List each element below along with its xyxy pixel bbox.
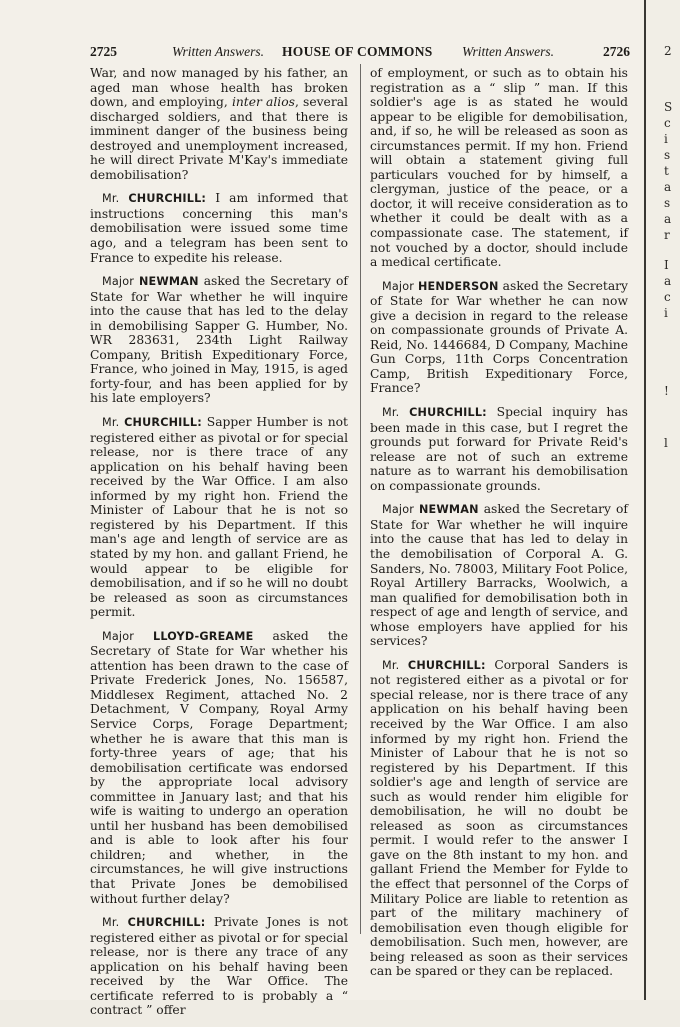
fragment-letter: l xyxy=(664,436,668,450)
question-paragraph: Major HENDERSON asked the Secretary of State for War whether he can now give a decision in regard to the release on compassionate grounds of Private A. Reid, No. 1446684, D Company, Machine Gun Corps, 11th Corps Concentration Camp, British Expeditionary Force, France? xyxy=(370,278,628,396)
fragment-letter: s xyxy=(664,196,671,210)
fragment-letter: I xyxy=(664,258,669,272)
question-paragraph: Major NEWMAN asked the Secretary of State for War whether he will inquire into the cause that has led to the delay in demobilising Sapper G. Humber, No. WR 283631, 234th Light Railway Company, British Expeditionary Force, France, who joined in May, 1915, is aged forty-four, and has been applied for by his late employers? xyxy=(90,274,348,406)
speaker-name: Mr. CHURCHILL: xyxy=(102,416,202,430)
speaker-name: Mr. CHURCHILL: xyxy=(102,916,206,930)
fragment-letter: i xyxy=(664,132,668,146)
fragment-letter: s xyxy=(664,148,671,162)
fragment-letter: a xyxy=(664,180,672,194)
fragment-letter: c xyxy=(664,116,671,130)
fragment-letter: c xyxy=(664,290,671,304)
right-column-number: 2726 xyxy=(603,44,630,59)
right-column xyxy=(370,66,628,988)
fragment-letter: ! xyxy=(664,384,669,398)
fragment-letter: t xyxy=(664,164,669,178)
question-paragraph: Major LLOYD-GREAME asked the Secretary of State for War whether his attention has been drawn to the case of Private Frederick Jones, No. 156587, Middlesex Regiment, attached No. 2 Detachment, V Company, Royal Army Service Corps, Forage Department; whether he is aware that this man is forty-three years of age; that his demobilisation certificate was endorsed by the appropriate local advisory committee in January last; and that his wife is waiting to undergo an operation until her husband has been demobilised and is able to look after his four children; and whether, in the circumstances, he will give instructions that Private Jones be demobilised without further delay? xyxy=(90,628,348,906)
page-binding-edge xyxy=(644,0,646,1000)
answer-paragraph: Mr. CHURCHILL: Sapper Humber is not registered either as pivotal or for special release, nor is there trace of any application on his behalf having been received by the War Office. I am also informed by my right hon. Friend the Minister of Labour that he is not so registered by his Department. If this man's age and length of service are as stated by my hon. and gallant Friend, he would appear to be eligible for demobilisation, and if so he will no doubt be released as soon as circumstances permit. xyxy=(90,415,348,620)
answer-paragraph: Mr. CHURCHILL: Special inquiry has been made in this case, but I regret the grounds put forward for Private Reid's release are not of such an extreme nature as to warrant his demobilisation on compassionate grounds. xyxy=(370,405,628,493)
fragment-letter: r xyxy=(664,228,670,242)
question-paragraph: Major NEWMAN asked the Secretary of State for War whether he will inquire into the cause that has led to delay in the demobilisation of Corporal A. G. Sanders, No. 78003, Military Foot Police, Royal Artillery Barracks, Woolwich, a man qualified for demobilisation both in respect of age and length of service, and whose employers have applied for his services? xyxy=(370,502,628,649)
fragment-letter: 2 xyxy=(664,44,672,58)
fragment-letter: a xyxy=(664,212,672,226)
answer-paragraph: Mr. CHURCHILL: Corporal Sanders is not registered either as a pivotal or for special release, nor is there trace of any application on his behalf having been received by the War Office. I am also informed by my right hon. Friend the Minister of Labour that he is not so registered by his Department. If this soldier's age and length of service are such as would render him eligible for demobilisation, he will no doubt be released as soon as circumstances permit. I would refer to the answer I gave on the 8th instant to my hon. and gallant Friend the Member for Fylde to the effect that personnel of the Corps of Military Police are liable to retention as part of the military machinery of demobilisation even though eligible for demobilisation. Such men, however, are being released as soon as their services can be spared or they can be replaced. xyxy=(370,657,628,979)
speaker-name: Mr. CHURCHILL: xyxy=(102,192,207,206)
page-title: HOUSE OF COMMONS xyxy=(282,44,433,59)
continued-question: War, and now managed by his father, an aged man whose health has broken down, and employing, inter alios, several discharged soldiers, and that there is imminent danger of the business being destroyed and unemployment increased, he will direct Private M'Kay's immediate demobilisation? xyxy=(90,66,348,182)
answer-paragraph: Mr. CHURCHILL: Private Jones is not registered either as pivotal or for special release, nor is there any trace of any application on his behalf having been received by the War Office. The certificate referred to is probably a “ contract ” offer xyxy=(90,915,348,1018)
fragment-letter: a xyxy=(664,274,672,288)
continued-answer: of employment, or such as to obtain his registration as a “ slip ” man. If this soldier's age is as stated he would appear to be eligible for demobilisation, and, if so, he will be released as soon as circumstances permit. If my hon. Friend will obtain a statement giving full particulars vouched for by himself, a clergyman, justice of the peace, or a doctor, it will receive consideration as to whether it could be dealt with as a compassionate case. The statement, if not vouched by a doctor, should include a medical certificate. xyxy=(370,66,628,270)
fragment-letter: S xyxy=(664,100,673,114)
speaker-name: Major LLOYD-GREAME xyxy=(102,629,254,643)
speaker-name: Major HENDERSON xyxy=(382,279,499,293)
left-section-label: Written Answers. xyxy=(172,44,265,59)
speaker-name: Mr. CHURCHILL: xyxy=(382,658,486,672)
right-section-label: Written Answers. xyxy=(462,44,555,59)
left-column-number: 2725 xyxy=(90,44,117,59)
column-divider xyxy=(360,64,361,934)
answer-paragraph: Mr. CHURCHILL: I am informed that instructions concerning this man's demobilisation were issued some time ago, and a telegram has been sent to France to expedite his release. xyxy=(90,191,348,265)
speaker-name: Major NEWMAN xyxy=(382,503,479,517)
speaker-name: Major NEWMAN xyxy=(102,275,199,289)
adjacent-page-fragment xyxy=(650,0,680,1000)
page-header xyxy=(90,44,630,64)
left-column xyxy=(90,66,348,1027)
fragment-letter: i xyxy=(664,306,668,320)
speaker-name: Mr. CHURCHILL: xyxy=(382,406,487,420)
